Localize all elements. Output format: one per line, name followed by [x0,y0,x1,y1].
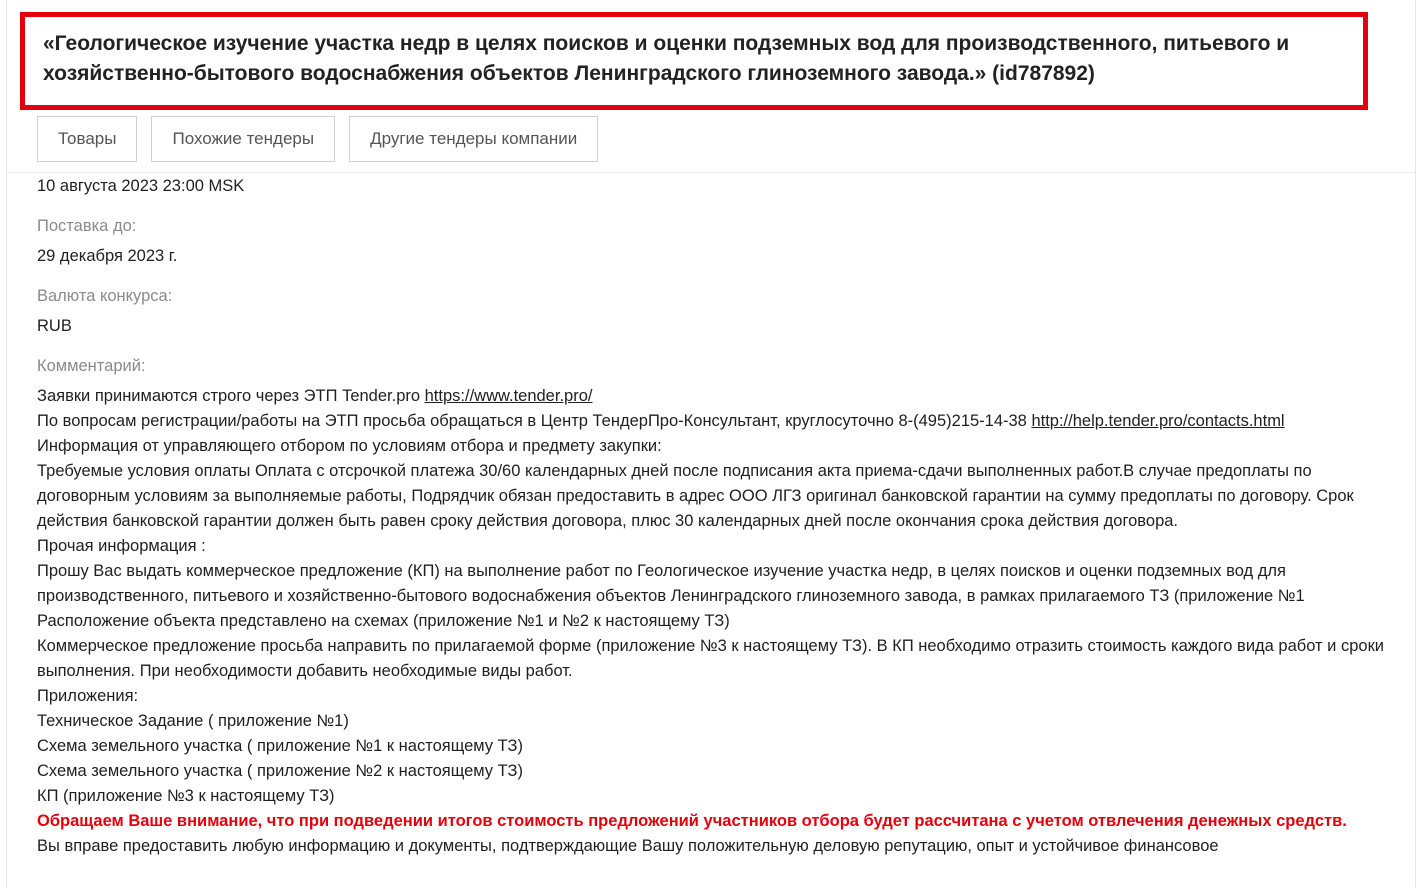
currency-label: Валюта конкурса: [37,287,173,305]
divider [7,172,1415,173]
comment-line: Приложения: [37,687,139,705]
comment-line: Вы вправе предоставить любую информацию и документы, подтверждающие Вашу положительную деловую репутацию, опыт и устойчивое финансовое [37,837,1219,855]
tender-page [6,0,1416,888]
title-highlight-box [20,12,1368,110]
warning-text: Обращаем Ваше внимание, что при подведении итогов стоимость предложений участников отбора будет рассчитана с учетом отвлечения денежных средств. [37,812,1347,830]
comment-line: Требуемые условия оплаты Оплата с отсрочкой платежа 30/60 календарных дней после подписания акта приема-сдачи выполненных работ.В случае предоплаты по договорным условиям за выполняемые работы, Подрядчик обязан предоставить в адрес ООО ЛГЗ оригинал банковской гарантии на сумму предоплаты по договору. Срок действия банковской гарантии должен быть равен сроку действия договора, плюс 30 календарных дней после окончания срока действия договора. [37,462,1354,530]
deadline-value: 10 августа 2023 23:00 MSK [37,177,245,195]
tab-other-company-tenders[interactable]: Другие тендеры компании [349,116,598,162]
delivery-label: Поставка до: [37,217,137,235]
tender-details [37,174,1407,859]
comment-line: Информация от управляющего отбором по условиям отбора и предмету закупки: [37,437,662,455]
tabs-bar [37,116,598,163]
comment-line: Прошу Вас выдать коммерческое предложение (КП) на выполнение работ по Геологическое изучение участка недр, в целях поисков и оценки подземных вод для производственного, питьевого и хозяйственно-бытового водоснабжения объектов Ленинградского глиноземного завода, в рамках прилагаемого ТЗ (приложение №1 Расположение объекта представлено на схемах (приложение №1 и №2 к настоящему ТЗ) [37,562,1305,630]
help-contacts-link[interactable]: http://help.tender.pro/contacts.html [1031,412,1285,430]
comment-line: Техническое Задание ( приложение №1) [37,712,349,730]
comment-line: Схема земельного участка ( приложение №1 к настоящему ТЗ) [37,737,523,755]
tab-goods[interactable]: Товары [37,116,137,162]
comment-body [37,384,1407,859]
tab-similar-tenders[interactable]: Похожие тендеры [151,116,335,162]
comment-line: Заявки принимаются строго через ЭТП Tender.pro https://www.tender.pro/ [37,387,593,405]
delivery-value: 29 декабря 2023 г. [37,247,178,265]
comment-line: КП (приложение №3 к настоящему ТЗ) [37,787,335,805]
comment-line: Коммерческое предложение просьба направить по прилагаемой форме (приложение №3 к настоящему ТЗ). В КП необходимо отразить стоимость каждого вида работ и сроки выполнения. При необходимости добавить необходимые виды работ. [37,637,1385,680]
comment-line: Прочая информация : [37,537,206,555]
comment-line: Схема земельного участка ( приложение №2 к настоящему ТЗ) [37,762,523,780]
currency-value: RUB [37,317,72,335]
tender-pro-link[interactable]: https://www.tender.pro/ [424,387,593,405]
comment-line: По вопросам регистрации/работы на ЭТП просьба обращаться в Центр ТендерПро-Консультант, круглосуточно 8-(495)215-14-38 http://help.tender.pro/contacts.html [37,412,1285,430]
comment-label: Комментарий: [37,357,146,375]
page-title: «Геологическое изучение участка недр в целях поисков и оценки подземных вод для производственного, питьевого и хозяйственно-бытового водоснабжения объектов Ленинградского глиноземного завода.» (id787892) [43,32,1290,85]
